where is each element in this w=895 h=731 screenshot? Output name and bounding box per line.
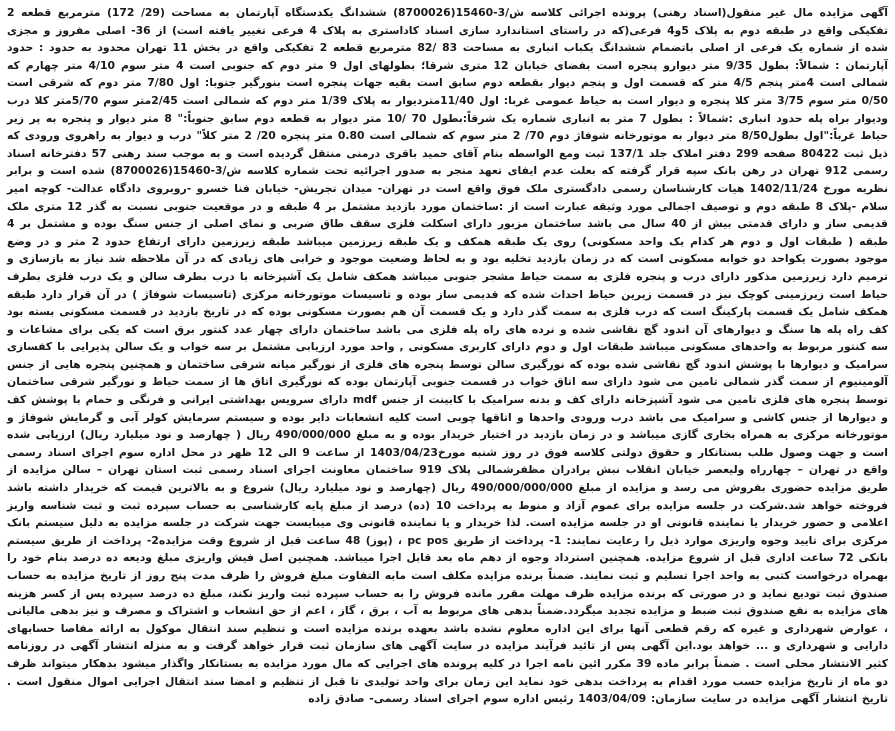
- auction-notice-text: آگهی مزایده مال غیر منقول(اسناد رهنی) پرونده اجرائی کلاسه ش/3-15460(8700026) ششدانگ یکدستگاه آپارتمان به مساحت (29/ 172) مترمربع قطعه 2 تفکیکی واقع در طبقه دوم به پلاک 5و4 فرعی(که در راستای استاندارد سازی اسناد کاداستری به پلاک 4 فرعی تغییر یافته است) از 36- اصلی مفروز و مجزی شده از شماره یک فرعی از اصلی باتضمام ششدانگ یکباب انباری به مساحت 83 /82 مترمربع قطعه 2 تفکیکی واقع در بخش 11 تهران محدود به حدود : حدود آپارتمان : شمالاً: بطول 9/35 متر دیوارو پنجره است بفضای خیابان 12 متری شرقا؛ بطولهای اول 9 متر دوم که جنوبی است 4 متر سوم 4/10 متر چهارم که شمالی است 4متر پنجم 4/5 متر که قسمت اول و پنجم دیوار بقطعه دوم سابق است بقیه جهات پنجره است بنورگیر جنوبا: اول 7/80 متر دوم که شرقی است 0/50 متر سوم 3/75 متر کلا پنجره و دیوار است به حیاط عمومی غربا: اول 11/40مترديوار به پلاک 1/39 متر دوم که شمالی است 2/45متر سوم 5/70متر کلا درب ودیوار براه پله حدود انباری :شمالاً : بطول 7 متر به انباری شماره یک شرقاً:بطول 70 /10 متر دیوار به قطعه دوم سابق جنوباً:" 8 متر دیوار و پنجره به پر زیر حیاط غرباً:"اول بطول8/50 متر دیوار به موتورخانه شوفاژ دوم 70/ 2 متر سوم که شمالی است 0.80 متر پنجره 20/ 2 متر کلاً" درب و دیوار به راهروی ورودی که ذیل ثبت 80422 صفحه 299 دفتر املاک جلد 137/1 ثبت ومع الواسطه بنام آقای حمید باقری درمنی منتقل گردیده است و به موجب سند رهنی 57 دفترخانه اسناد رسمی 912 تهران در رهن بانک سپه قرار گرفته که بعلت عدم ایفای تعهد منجر به صدور اجرائیه تحت شماره کلاسه ش/3-15460(8700026) شده است و برابر نظریه مورخ 1402/11/24 هیات کارشناسان رسمی دادگستری ملک فوق واقع است در تهران- میدان تجریش- خیابان فنا خسرو -روبروی دادگاه عدالت- کوچه امیر سلام -پلاک 8 طبقه دوم و توصیف اجمالی مورد وثیقه عبارت است از :ساختمان مورد بازدید مشتمل بر 4 طبقه و در موقعیت جنوبی نسبت به گذر 12 متری ملک قدیمی ساز و دارای قدمتی بیش از 40 سال می باشد ساختمان مزبور دارای اسکلت فلزی سقف طاق ضربی و نمای اصلی از جنس سنگ بوده و مشتمل بر 4 طبقه ( طبقات اول و دوم هر کدام یک واحد مسکونی) روی یک طبقه همکف و یک طبقه زیرزمین میباشد طبقه زیرزمین دارای ارتفاع حدود 2 متر و در وضع موجود بصورت یکواحد دو خوابه مسکونی است که در زمان بازدید تخلیه بود و به لحاظ وضعیت موجود و خرابی های زیادی که در آن ملاحظه شد نیاز به بازسازی و ترمیم دارد زیرزمین مذکور دارای درب و پنجره فلزی به سمت حیاط مشجر جنوبی میباشد همکف شامل یک آشپزخانه با درب بطرف سالن و یک درب فلزی بطرف حیاط است زیرزمینی کوچک نیز در قسمت زیرین حیاط احداث شده که قدیمی ساز بوده و تاسیسات موتورخانه مرکزی (تاسیسات شوفاژ ) در آن قرار دارد طبقه همکف شامل یک قسمت پارکینگ است که درب فلزی به سمت گذر دارد و یک قسمت آن هم بصورت مسکونی بوده که در تاریخ بازدید در قسمت مسکونی بسته بود کف راه پله ها سنگ و دیوارهای آن اندود گچ نقاشی شده و نرده های راه پله فلزی می باشد ساختمان دارای چهار عدد کنتور برق است که یکی برای مشاعات و سه کنتور مربوط به واحدهای مسکونی میباشد طبقات اول و دوم دارای کاربری مسکونی , واحد مورد ارزیابی مشتمل بر سه خواب و یک سالن پذیرایی با کفسازی سرامیک و دیوارها با پوشش اندود گچ نقاشی شده بوده که نورگیری سالن توسط پنجره های فلزی از نورگیر میانه شرقی ساختمان و همچنین پنجره هایی از جنس آلومینیوم از سمت گذر شمالی تامین می شود دارای سه اتاق خواب در قسمت جنوبی آپارتمان بوده که نورگیری اتاق ها از سمت حیاط و نورگیر شرقی ساختمان توسط پنجره های فلزی تامین می شود آشپزخانه دارای کف و بدنه سرامیک با کابینت از جنس mdf دارای سرویس بهداشتی ایرانی و فرنگی و حمام با پوشش کف و دیوارها از جنس کاشی و سرامیک می باشد درب ورودی واحدها و اتاقها چوبی است کلیه انشعابات دایر بوده و سیستم سرمایش کولر آبی و گرمایش شوفاژ و موتورخانه مرکزی به همراه بخاری گازی میباشد و در زمان بازدید در اختیار خریدار بوده و به مبلغ 490/000/000 ریال ( چهارصد و نود میلیارد ریال) ارزیابی شده است و جهت وصول طلب بستانکار و حقوق دولتی کلاسه فوق در روز شنبه مورخ1403/04/23 از ساعت 9 الی 12 ظهر در محل اداره سوم اجرای اسناد رسمی واقع در تهران – چهارراه ولیعصر خیابان انقلاب نبش برادران مظفرشمالی پلاک 919 ساختمان معاونت اجرای اسناد رسمی ثبت استان تهران – سالن مزایده از طریق مزایده حضوری بفروش می رسد و مزایده از مبلغ 490/000/000/000 ریال (چهارصد و نود میلیارد ریال) شروع و به بالاترین قیمت که خریدار داشته باشد فروخته خواهد شد.شرکت در جلسه مزایده برای عموم آزاد و منوط به پرداخت 10 (ده) درصد از مبلغ پایه کارشناسی به حساب سپرده ثبت و ثبت شناسه واریز اعلامی و حضور خریدار یا نماینده قانونی او در جلسه مزایده است. لذا خریدار و یا نماینده قانونی وی میبایست جهت شرکت در جلسه مزایده به دلیل سیستم بانک مرکزی برای تایید وجوه واریزی موارد ذیل را رعایت نمایند: 1- پرداخت از طریق pc pos ، (پوز) 48 ساعت قبل از شروع وقت مزایده2- پرداخت از طریق سیستم بانکی 72 ساعت اداری قبل از شروع مزایده. همچنین استرداد وجوه از دهم ماه بعد قابل اجرا میباشد. همچنین اصل فیش واریزی مبلغ ودیعه ده درصد بنام خود را بهمراه درخواست کتبی به واحد اجرا تسلیم و ثبت نمایند. ضمناً برنده مزایده مکلف است مابه التفاوت مبلغ فروش را ظرف مدت پنج روز از تاریخ مزایده به حساب صندوق ثبت تودیع نماید و در صورتی که برنده مزایده ظرف مهلت مقرر مانده فروش را به حساب سپرده ثبت واریز نکند، مبلغ ده درصد سپرده پس از کسر هزینه های مزایده به نفع صندوق ثبت ضبط و مزایده تجدید میگردد.ضمناً بدهی های مربوط به آب ، برق ، گاز ، اعم از حق انشعاب و اشتراک و مصرف و نیز بدهی مالیاتی ، عوارض شهرداری و غیره که رقم قطعی آنها برای این اداره معلوم نشده باشد بعهده برنده مزایده است و تنظیم سند انتقال موکول به ارائه مفاصا حسابهای دارایی و شهرداری و ... خواهد بود.این آگهی پس از تائید فرآیند مزایده در سایت آگهی های سازمان ثبت قرار خواهد گرفت و به منزله انتشار آگهی در روزنامه کثیر الانتشار محلی است . ضمناً برابر ماده 39 مکرر ائین نامه اجرا در کلیه پرونده های اجرایی که مال مورد مزایده به بستانکار واگذار میشود بدهکار میتواند ظرف دو ماه از تاریخ مزایده حسب مورد اقدام به پرداخت بدهی خود نماید این زمان برای واحد تولیدی تا قبل از تنظیم و امضا سند انتقال اجرایی اموال منقول است . تاریخ انتشار آگهی مزایده در سایت سازمان: 1403/04/09 رئیس اداره سوم اجرای اسناد رسمی- صادق زاده: [6, 6, 889, 706]
